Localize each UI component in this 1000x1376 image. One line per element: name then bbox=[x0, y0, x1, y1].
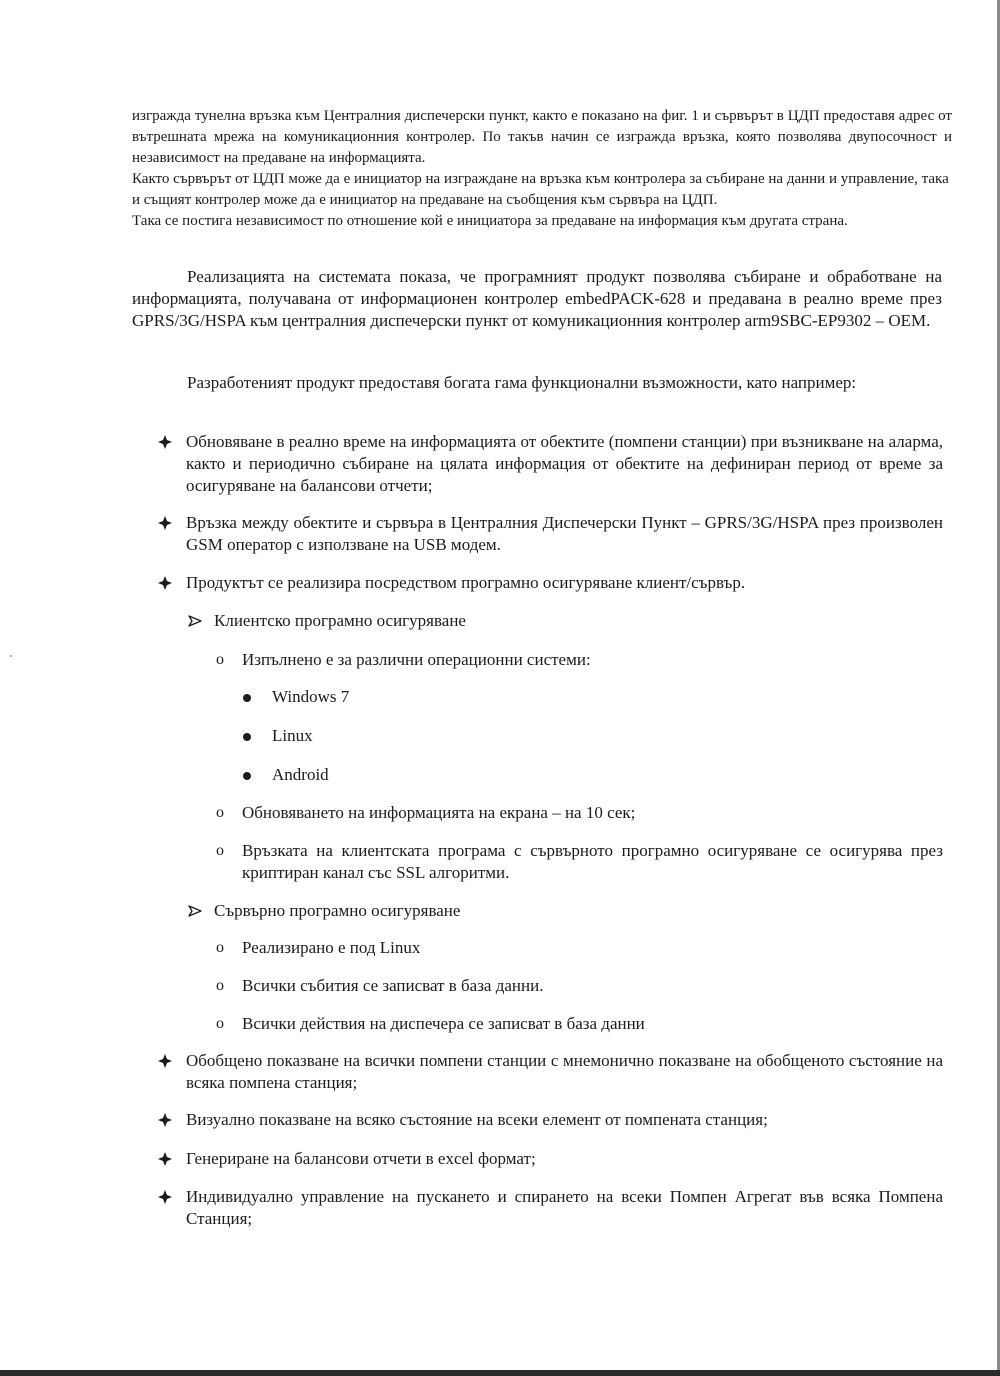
server-software-heading: Сървърно програмно осигуряване bbox=[188, 900, 888, 922]
diamond-bullet-icon bbox=[158, 512, 172, 534]
diamond-bullet-icon bbox=[158, 572, 172, 594]
intro-paragraph-independence: Така се постига независимост по отношение кой е инициатора за предаване на информация към другата страна. bbox=[132, 213, 848, 229]
feature-visual-state: Визуално показване на всяко състояние на всеки елемент от помпената станция; bbox=[158, 1109, 943, 1131]
diamond-bullet-icon bbox=[158, 1148, 172, 1170]
circle-bullet-icon: o bbox=[216, 977, 224, 994]
realization-paragraph: Реализацията на системата показа, че програмният продукт позволява събиране и обработване на информацията, получавана от информационен контролер embedPACK-628 и предавана в реално време през GPRS/3G/HSPA към централния диспечерски пункт от комуникационния контролер arm9SBC-EP9302 – OEM. bbox=[132, 267, 942, 330]
scan-speck bbox=[10, 655, 12, 657]
circle-bullet-icon: o bbox=[216, 939, 224, 956]
feature-client-server: Продуктът се реализира посредством програмно осигуряване клиент/сървър. bbox=[158, 572, 943, 594]
os-item-android: Android bbox=[243, 764, 543, 786]
circle-bullet-icon: o bbox=[216, 1015, 224, 1032]
circle-bullet-icon: o bbox=[216, 651, 224, 668]
server-item-actions-db: o Всички действия на диспечера се записват в база данни bbox=[216, 1014, 645, 1033]
os-item-linux: Linux bbox=[243, 725, 543, 747]
intro-paragraph-tunnel: изгражда тунелна връзка към Централния диспечерски пункт, както е показано на фиг. 1 и сървърът в ЦДП предоставя адрес от вътрешната мрежа на комуникационния контролер. По такъв начин се изгражда връзка, която позволява двупосочност и независимост на предаване на информацията. bbox=[132, 108, 952, 166]
server-item-events-db: o Всички събития се записват в база данни. bbox=[216, 976, 544, 995]
feature-individual-control: Индивидуално управление на пускането и спирането на всеки Помпен Агрегат във всяка Помпена Станция; bbox=[158, 1186, 943, 1230]
server-item-linux: o Реализирано е под Linux bbox=[216, 938, 421, 957]
circle-bullet-icon: o bbox=[216, 842, 224, 859]
dot-bullet-icon bbox=[243, 694, 251, 702]
scan-bottom-edge bbox=[0, 1370, 1000, 1376]
diamond-bullet-icon bbox=[158, 431, 172, 453]
dot-bullet-icon bbox=[243, 733, 251, 741]
feature-gprs-connection: Връзка между обектите и сървъра в Централния Диспечерски Пункт – GPRS/3G/HSPA през произволен GSM оператор с използване на USB модем. bbox=[158, 512, 943, 556]
circle-bullet-icon: o bbox=[216, 804, 224, 821]
feature-summary-view: Обобщено показване на всички помпени станции с мнемонично показване на обобщеното състояние на всяка помпена станция; bbox=[158, 1050, 943, 1094]
arrow-bullet-icon bbox=[188, 610, 204, 632]
feature-realtime-update: Обновяване в реално време на информацията от обектите (помпени станции) при възникване на аларма, както и периодично събиране на цялата информация от обектите на дефиниран период от време за осигуряване на балансови отчети; bbox=[158, 431, 943, 497]
os-item-windows: Windows 7 bbox=[243, 686, 543, 708]
arrow-bullet-icon bbox=[188, 900, 204, 922]
features-intro-paragraph: Разработеният продукт предоставя богата гама функционални възможности, като например: bbox=[187, 373, 857, 392]
diamond-bullet-icon bbox=[158, 1109, 172, 1131]
dot-bullet-icon bbox=[243, 772, 251, 780]
client-os-intro: o Изпълнено е за различни операционни системи: bbox=[216, 650, 591, 669]
client-ssl-channel: o Връзката на клиентската програма с сървърното програмно осигуряване се осигурява през криптиран канал със SSL алгоритми. bbox=[216, 841, 943, 882]
diamond-bullet-icon bbox=[158, 1050, 172, 1072]
client-software-heading: Клиентско програмно осигуряване bbox=[188, 610, 888, 632]
diamond-bullet-icon bbox=[158, 1186, 172, 1208]
intro-text bbox=[132, 106, 952, 232]
client-refresh-rate: o Обновяването на информацията на екрана – на 10 сек; bbox=[216, 803, 636, 822]
feature-excel-reports: Генериране на балансови отчети в excel формат; bbox=[158, 1148, 943, 1170]
intro-paragraph-initiator: Както сървърът от ЦДП може да е инициатор на изграждане на връзка към контролера за събиране на данни и управление, така и същият контролер може да е инициатор на предаване на съобщения към сървъра на ЦДП. bbox=[132, 171, 949, 208]
